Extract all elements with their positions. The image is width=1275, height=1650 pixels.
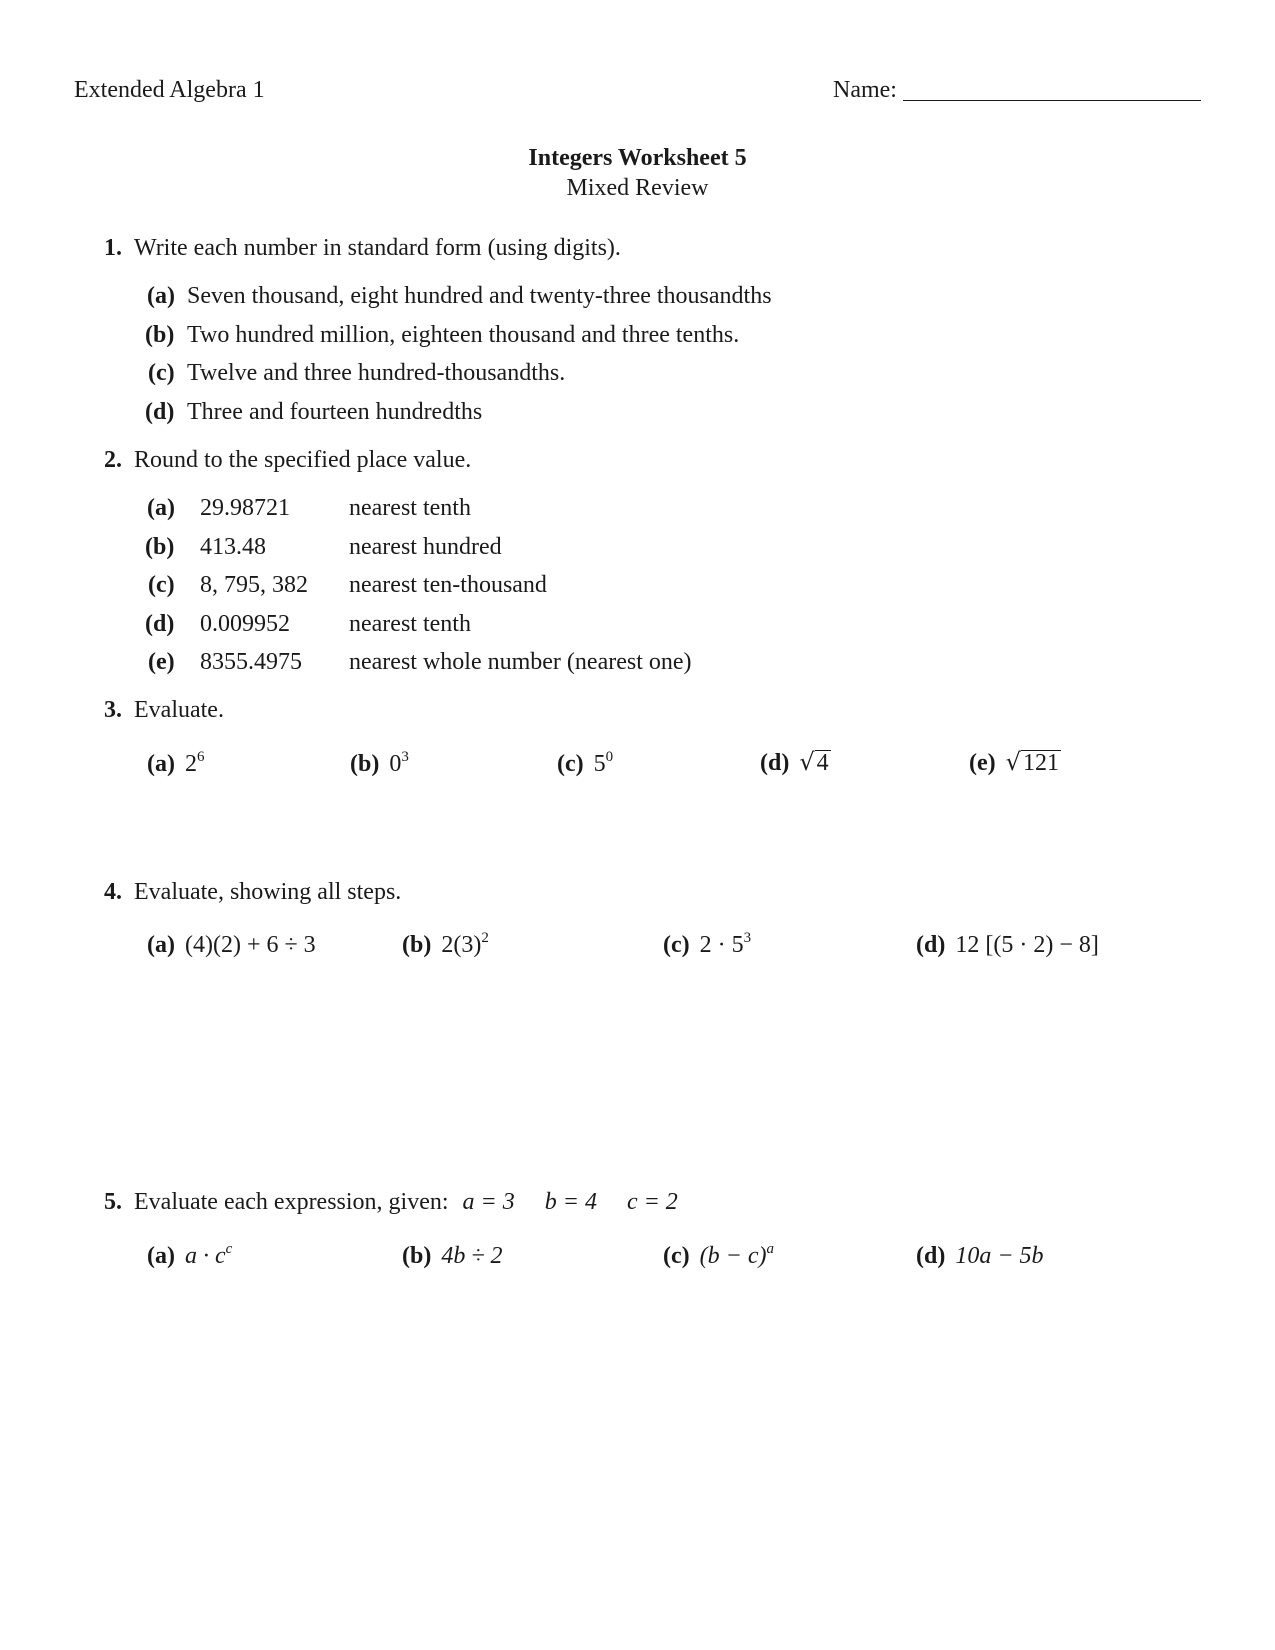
item-label: (d)	[145, 611, 175, 637]
item-label: (b)	[402, 932, 432, 958]
square-root	[1006, 750, 1061, 776]
exponent: 2	[481, 930, 489, 946]
q5-item-b	[402, 1244, 503, 1268]
q5-item-d	[916, 1244, 1044, 1268]
item-label: (c)	[663, 1243, 690, 1269]
q2-item-e	[148, 650, 692, 674]
item-label: (b)	[402, 1243, 432, 1269]
expression: 12 [(5 · 2) − 8]	[955, 932, 1099, 958]
question-4	[104, 880, 401, 904]
name-label: Name:	[833, 77, 897, 103]
item-label: (c)	[148, 360, 175, 386]
item-label: (c)	[148, 572, 175, 598]
item-label: (b)	[145, 322, 175, 348]
exponent: a	[766, 1241, 774, 1257]
expression: a · c	[184, 1243, 226, 1269]
question-prompt: Round to the specified place value.	[134, 447, 472, 473]
item-value: 0.009952	[200, 611, 290, 637]
q5-item-c	[663, 1241, 774, 1269]
item-label: (a)	[147, 932, 175, 958]
expression: 10a − 5b	[955, 1243, 1044, 1269]
question-prompt: Evaluate, showing all steps.	[134, 879, 402, 905]
expression: (b − c)	[699, 1243, 767, 1269]
question-1	[104, 236, 621, 260]
q3-item-a	[147, 749, 205, 777]
item-label: (d)	[916, 1243, 946, 1269]
question-number: 2.	[104, 447, 122, 473]
name-blank-line	[903, 100, 1201, 101]
worksheet-title: Integers Worksheet 5	[528, 145, 747, 171]
item-label: (d)	[916, 932, 946, 958]
q4-item-c	[663, 930, 752, 958]
item-value: 413.48	[200, 534, 266, 560]
radicand: 4	[816, 750, 829, 776]
square-root	[799, 750, 830, 776]
given-c: c = 2	[626, 1189, 678, 1215]
question-5	[104, 1190, 678, 1214]
q1-item-c	[148, 361, 565, 385]
q3-item-b	[350, 749, 409, 777]
item-text: Three and fourteen hundredths	[187, 399, 483, 425]
expression: 2 · 5	[699, 932, 744, 958]
item-label: (a)	[147, 751, 175, 777]
expression: 2(3)	[441, 932, 482, 958]
q5-item-a	[147, 1241, 233, 1269]
power-exponent: 6	[196, 749, 205, 765]
radicand: 121	[1022, 750, 1059, 776]
radical-sign-icon: √	[1005, 748, 1021, 776]
item-label: (a)	[147, 1243, 175, 1269]
item-label: (d)	[760, 750, 790, 776]
item-label: (a)	[147, 495, 175, 521]
item-place: nearest tenth	[349, 495, 471, 521]
question-3	[104, 698, 224, 722]
question-prompt: Evaluate.	[134, 697, 224, 723]
item-place: nearest hundred	[349, 534, 502, 560]
item-place: nearest tenth	[349, 611, 471, 637]
item-label: (e)	[148, 649, 175, 675]
power-exponent: 0	[605, 749, 614, 765]
item-label: (d)	[145, 399, 175, 425]
power-base: 5	[593, 751, 606, 777]
exponent: c	[225, 1241, 233, 1257]
given-a: a = 3	[462, 1189, 515, 1215]
question-2	[104, 448, 471, 472]
given-b: b = 4	[544, 1189, 597, 1215]
q2-item-b	[145, 535, 502, 559]
q3-item-d	[760, 750, 831, 776]
expression: 4b ÷ 2	[441, 1243, 503, 1269]
question-number: 1.	[104, 235, 122, 261]
q1-item-a	[147, 284, 772, 308]
item-label: (b)	[145, 534, 175, 560]
worksheet-subtitle: Mixed Review	[566, 175, 709, 201]
item-label: (c)	[663, 932, 690, 958]
question-number: 4.	[104, 879, 122, 905]
q4-item-b	[402, 930, 489, 958]
item-label: (b)	[350, 751, 380, 777]
item-value: 29.98721	[200, 495, 290, 521]
q1-item-d	[145, 400, 482, 424]
item-place: nearest whole number (nearest one)	[349, 649, 692, 675]
question-number: 5.	[104, 1189, 122, 1215]
question-prompt: Evaluate each expression, given:	[134, 1189, 449, 1215]
item-text: Twelve and three hundred-thousandths.	[187, 360, 566, 386]
item-text: Two hundred million, eighteen thousand and three tenths.	[187, 322, 740, 348]
power-exponent: 3	[401, 749, 409, 765]
q4-item-a	[147, 933, 316, 957]
q2-item-d	[145, 612, 471, 636]
exponent: 3	[743, 930, 752, 946]
course-name: Extended Algebra 1	[74, 77, 265, 103]
q2-item-c	[148, 573, 547, 597]
item-place: nearest ten-thousand	[349, 572, 547, 598]
radical-sign-icon: √	[799, 748, 815, 776]
q1-item-b	[145, 323, 739, 347]
item-value: 8, 795, 382	[200, 572, 308, 598]
question-number: 3.	[104, 697, 122, 723]
item-value: 8355.4975	[200, 649, 302, 675]
expression: (4)(2) + 6 ÷ 3	[184, 932, 316, 958]
q2-item-a	[147, 496, 471, 520]
power-base: 2	[184, 751, 197, 777]
q4-item-d	[916, 933, 1099, 957]
item-text: Seven thousand, eight hundred and twenty-three thousandths	[187, 283, 772, 309]
item-label: (c)	[557, 751, 584, 777]
q3-item-e	[969, 750, 1061, 776]
item-label: (e)	[969, 750, 996, 776]
item-label: (a)	[147, 283, 175, 309]
power-base: 0	[389, 751, 402, 777]
q3-item-c	[557, 749, 614, 777]
question-prompt: Write each number in standard form (using digits).	[134, 235, 621, 261]
